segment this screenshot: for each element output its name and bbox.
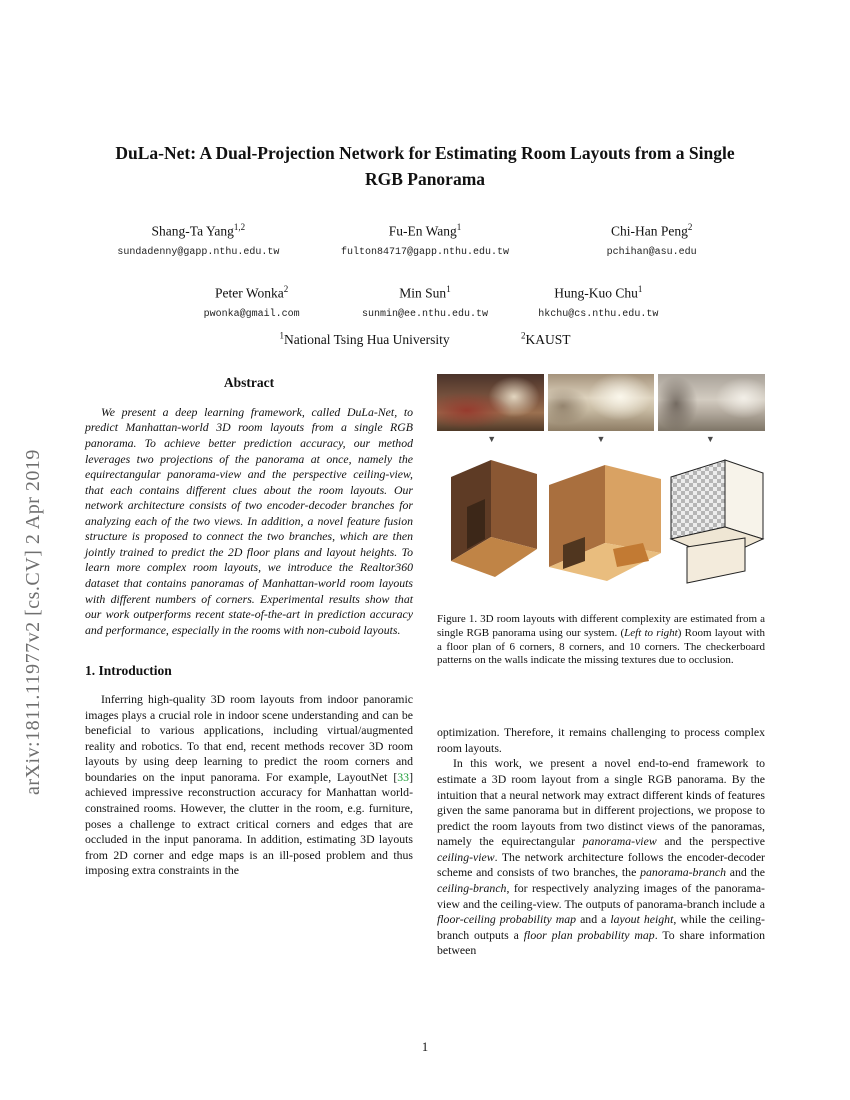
down-arrow-icon: ▼ — [705, 434, 715, 444]
text-segment: In this work, we present a novel end-to-end framework to estimate a 3D room layout from a single RGB panorama. By the intuition that a neural network may extract different kinds of features given the same panorama but in different projections, we propose to predict the room layouts from two distinct views of the panoramas, namely the equirectangular — [437, 756, 765, 849]
author-name-text: Fu-En Wang — [388, 223, 457, 239]
text-segment: and the — [725, 865, 766, 880]
author-email: pwonka@gmail.com — [203, 308, 300, 320]
panorama-thumbnail-1 — [437, 374, 544, 431]
arxiv-watermark: arXiv:1811.11977v2 [cs.CV] 2 Apr 2019 — [22, 449, 44, 795]
author-email: sunmin@ee.nthu.edu.tw — [361, 308, 488, 320]
author-name-text: Peter Wonka — [215, 285, 284, 301]
text-segment: . The network architecture follows the encoder-decoder scheme and consists of two branches, the — [437, 849, 765, 880]
figure-1 — [437, 374, 765, 668]
text-segment: , for respectively analyzing images of the panorama-view and the ceiling-view. The outputs of panorama-branch include a — [437, 880, 765, 911]
left-column — [85, 372, 413, 879]
room-renders-graphic — [437, 447, 765, 605]
panorama-thumbnails — [437, 374, 765, 431]
author-email: pchihan@asu.edu — [606, 246, 697, 258]
text-segment: floor plan probability map — [523, 927, 655, 942]
author-name — [538, 222, 765, 240]
abstract-heading: Abstract — [223, 375, 275, 390]
affiliations-line — [85, 330, 765, 348]
author-block — [85, 222, 312, 258]
text-segment: Left to right — [624, 626, 678, 639]
affiliation-sup: 2 — [521, 330, 526, 340]
text-segment: and a — [576, 912, 611, 927]
text-segment: ceiling-view — [437, 849, 495, 864]
author-name-text: Hung-Kuo Chu — [554, 285, 638, 301]
author-affiliation-sup: 1 — [456, 222, 462, 232]
abstract-text: We present a deep learning framework, called DuLa-Net, to predict Manhattan-world 3D room layouts from a single RGB panorama. To achieve better prediction accuracy, our method leverages two projections of the panorama at once, namely the equirectangular panorama-view and the perspective ceiling-view, that each contains different clues about the room layouts. Our network architecture consists of two encoder-decoder branches for analyzing each of the two views. In addition, a novel feature fusion structure is proposed to connect the two branches, which are then jointly trained to predict the 2D floor plans and layout heights. To learn more complex room layouts, we introduce the Realtor360 dataset that contains panoramas of Manhattan-world room layouts with different numbers of corners. Experimental results show that our work outperforms recent state-of-the-art in prediction accuracy and performance, especially in the rooms with non-cuboid layouts. — [85, 404, 413, 637]
intro-paragraph-1 — [85, 692, 413, 879]
author-affiliation-sup: 2 — [687, 222, 693, 232]
author-block — [165, 284, 338, 320]
text-segment: and the perspective — [656, 834, 765, 849]
section-heading-introduction: 1. Introduction — [85, 663, 172, 679]
panorama-thumbnail-3 — [658, 374, 765, 431]
body-paragraph-continuation: optimization. Therefore, it remains challenging to process complex room layouts. — [437, 725, 765, 755]
room-render-6-corners — [451, 460, 537, 577]
room-render-8-corners — [549, 465, 661, 581]
author-affiliation-sup: 1,2 — [233, 222, 246, 232]
affiliation-name: National Tsing Hua University — [283, 331, 450, 347]
author-name — [165, 284, 338, 302]
panorama-thumbnail-2 — [548, 374, 655, 431]
page-number: 1 — [421, 1040, 429, 1054]
author-name — [512, 284, 685, 302]
text-segment: panorama-branch — [640, 865, 726, 880]
author-name-text: Shang-Ta Yang — [151, 223, 234, 239]
author-block — [538, 222, 765, 258]
author-affiliation-sup: 1 — [446, 284, 451, 294]
text-segment: panorama-view — [582, 834, 657, 849]
author-name — [312, 222, 539, 240]
text-segment: layout height — [610, 912, 674, 927]
author-affiliation-sup: 2 — [283, 284, 289, 294]
author-row-2 — [165, 284, 685, 320]
paper-title: DuLa-Net: A Dual-Projection Network for Estimating Room Layouts from a Single RGB Panorama — [115, 143, 735, 190]
author-affiliation-sup: 1 — [637, 284, 643, 294]
text-segment: Figure 1. 3D room layouts with different complexity are estimated from a single RGB panorama using our system. ( — [437, 612, 765, 639]
author-block — [312, 222, 539, 258]
text-segment: , while the ceiling-branch outputs a — [437, 912, 765, 942]
text-segment: ) Room layout with a floor plan of 6 corners, 8 corners, and 10 corners. The checkerboard patterns on the walls indicate the missing textures due to occlusion. — [437, 626, 766, 667]
figure-arrow-row — [437, 434, 765, 446]
text-segment: ] achieved impressive reconstruction accuracy for Manhattan world-constrained rooms. However, the clutter in the room, e.g. furniture, poses a challenge to extract critical corners and edges that are occluded in the input panorama. In addition, estimating 3D layouts from 2D corner and edge maps is an ill-posed problem and thus imposing extra constraints in the — [85, 769, 413, 878]
author-name — [85, 222, 312, 240]
text-segment: Inferring high-quality 3D room layouts from indoor panoramic images plays a crucial role in indoor scene understanding and can be beneficial to various applications, including virtual/augmented reality and robotics. To that end, recent methods recover 3D room layouts by using deep learning to predict the room corners and boundaries on the input panorama. For example, LayoutNet [ — [85, 692, 413, 784]
text-segment: ceiling-branch — [437, 880, 507, 895]
affiliation-sup: 1 — [279, 330, 284, 340]
author-row-1 — [85, 222, 765, 258]
down-arrow-icon: ▼ — [596, 434, 606, 444]
author-email: sundadenny@gapp.nthu.edu.tw — [117, 246, 280, 258]
author-name — [338, 284, 511, 302]
down-arrow-icon: ▼ — [487, 434, 497, 444]
right-column — [437, 372, 765, 959]
author-email: hkchu@cs.nthu.edu.tw — [538, 308, 659, 320]
author-block — [512, 284, 685, 320]
author-name-text: Chi-Han Peng — [610, 223, 688, 239]
figure-caption — [437, 613, 765, 668]
affiliation-2 — [521, 332, 571, 347]
text-segment: floor-ceiling probability map — [437, 912, 577, 927]
body-paragraph-2 — [437, 756, 765, 958]
author-name-text: Min Sun — [399, 285, 447, 301]
author-block — [338, 284, 511, 320]
text-segment: . To share information between — [437, 927, 766, 958]
citation-link[interactable]: 33 — [397, 769, 410, 784]
affiliation-name: KAUST — [525, 331, 571, 347]
room-render-10-corners — [671, 460, 763, 583]
affiliation-1 — [279, 332, 449, 347]
author-email: fulton84717@gapp.nthu.edu.tw — [340, 246, 510, 258]
